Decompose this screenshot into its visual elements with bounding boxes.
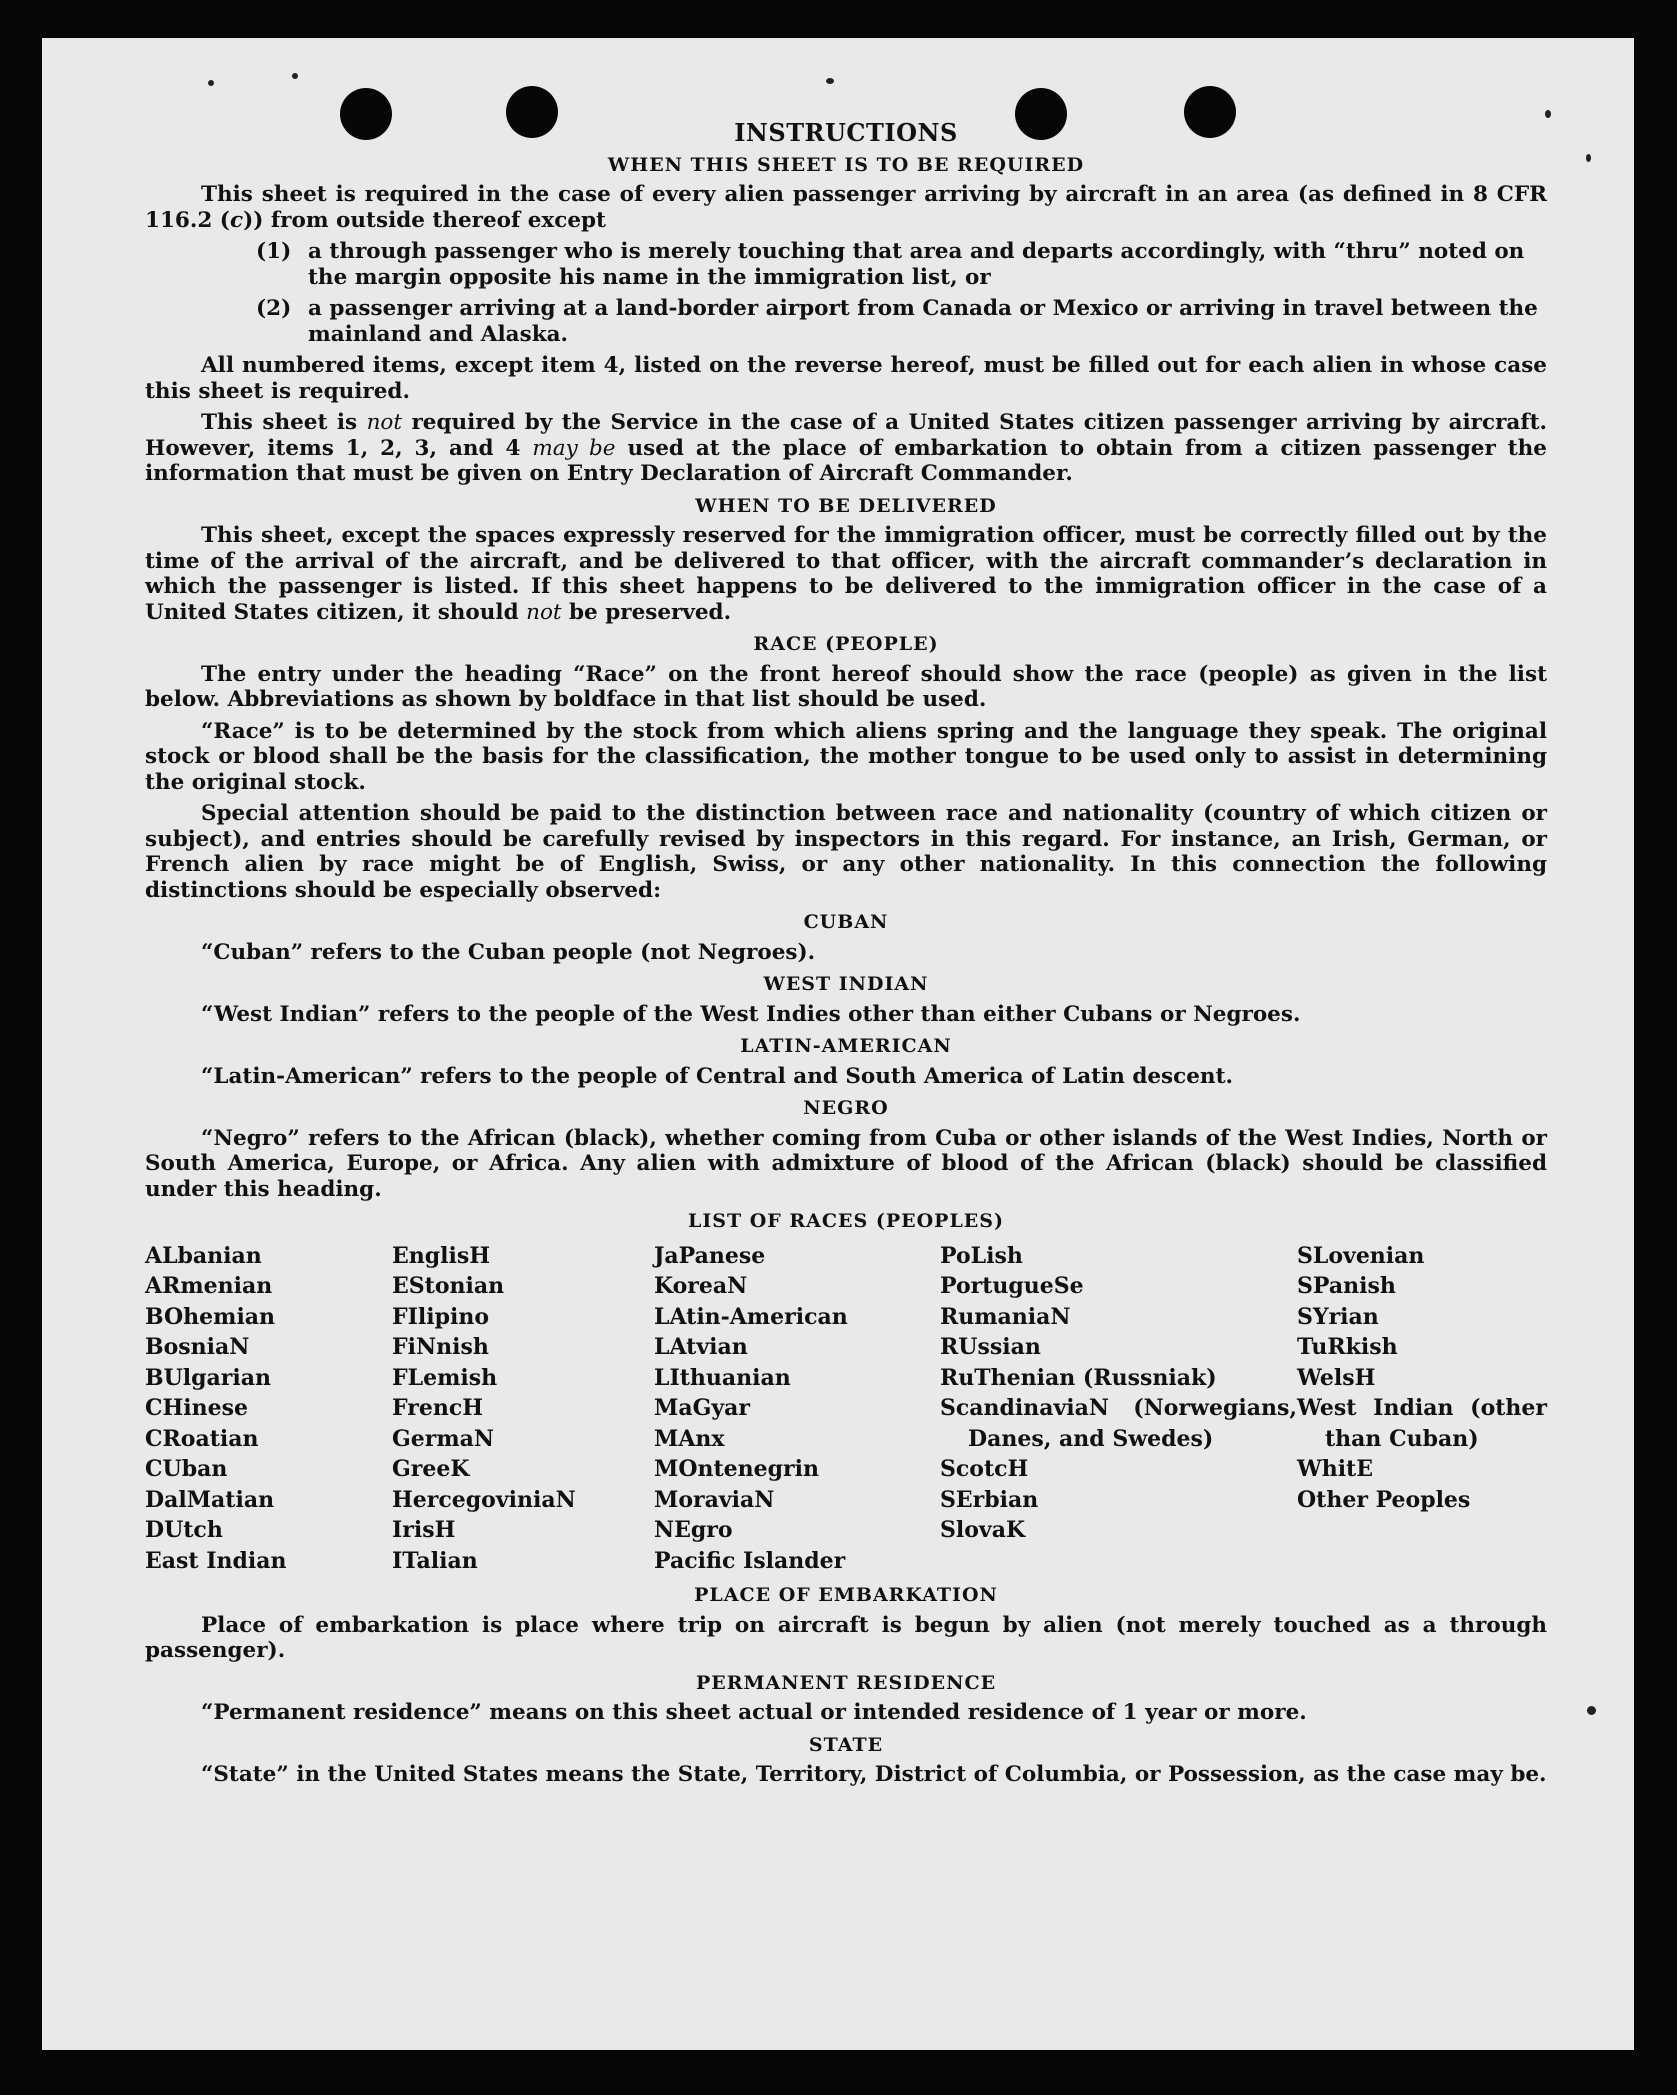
race-entry: SLovenian [1297,1242,1425,1269]
race-entry: LAtin-American [654,1303,848,1330]
race-entry: FiNnish [392,1334,489,1360]
west-indian-definition: “West Indian” refers to the people of the West Indies other than either Cubans or Negroes. [201,1001,1301,1027]
race-entry: SlovaK [940,1517,1026,1543]
race-entry: DUtch [145,1517,223,1543]
race-entry: SErbian [940,1486,1039,1513]
race-entry: IrisH [392,1517,456,1543]
races-column-3 [654,1241,940,1577]
race-entry: PoLish [940,1242,1023,1269]
race-entry: EnglisH [392,1242,491,1269]
race-entry: BUlgarian [145,1364,271,1391]
race-entry: WhitE [1297,1456,1373,1482]
races-column-4 [940,1241,1297,1577]
race-entry: FIlipino [392,1303,490,1330]
section-heading-cuban: CUBAN [803,911,889,933]
section-heading-race: RACE (PEOPLE) [753,633,939,655]
race-entry: HercegoviniaN [392,1486,576,1513]
delivery-paragraph: This sheet, except the spaces expressly reserved for the immigration officer, must be correctly filled out by the time of the arrival of the aircraft, and be delivered to that officer, with the aircraft commander’s declaration in which the passenger is listed. If this sheet happens to be delivered to the immigration officer in the case of a United States citizen, it should not be preserved. [145,523,1547,625]
section-heading-permanent-residence: PERMANENT RESIDENCE [695,1671,997,1694]
section-heading-state: STATE [808,1733,884,1756]
race-entry: RuThenian (Russniak) [940,1364,1217,1391]
races-list [145,1241,1547,1577]
race-entry: West Indian (other than Cuban) [1297,1395,1547,1452]
races-column-1 [145,1241,392,1577]
race-entry: CHinese [145,1395,249,1421]
page-speck [1587,1706,1596,1715]
section-heading-when-delivered: WHEN TO BE DELIVERED [695,494,997,517]
residence-definition: “Permanent residence” means on this sheet actual or intended residence of 1 year or more. [201,1700,1307,1725]
race-entry: MOntenegrin [654,1456,819,1482]
latin-american-definition: “Latin-American” refers to the people of Central and South America of Latin descent. [201,1063,1233,1089]
race-entry: LAtvian [654,1334,748,1360]
race-paragraph-2: “Race” is to be determined by the stock from which aliens spring and the language they speak. The original stock or blood shall be the basis for the classification, the mother tongue to be used only to assist in determining the original stock. [145,718,1547,795]
race-entry: JaPanese [654,1242,766,1269]
race-paragraph-3: Special attention should be paid to the distinction between race and nationality (country of which citizen or subject), and entries should be carefully revised by inspectors in this regard. For instance, an Irish, German, or French alien by race might be of English, Swiss, or any other nationality. In this connection the following distinctions should be especially observed: [145,801,1547,903]
race-entry: BOhemian [145,1303,276,1330]
race-entry: MAnx [654,1425,725,1452]
page-speck [208,80,214,86]
page-speck [826,78,834,84]
race-entry: BosniaN [145,1334,250,1360]
section-heading-west-indian: WEST INDIAN [763,973,929,995]
exception-item: (2) a passenger arriving at a land-border airport from Canada or Mexico or arriving in travel between the mainland and Alaska. [256,296,1538,347]
race-entry: TuRkish [1297,1334,1398,1360]
page-speck [292,73,298,79]
race-entry: LIthuanian [654,1364,791,1391]
races-column-2 [392,1241,654,1577]
race-entry: EStonian [392,1273,505,1299]
numbered-items-note: All numbered items, except item 4, listed on the reverse hereof, must be filled out for each alien in whose case this sheet is required. [145,353,1547,404]
section-heading-latin-american: LATIN-AMERICAN [740,1035,952,1057]
race-entry: ScotcH [940,1456,1029,1482]
race-entry: RUssian [940,1334,1041,1360]
race-entry: SYrian [1297,1303,1379,1330]
race-entry: GermaN [392,1425,495,1452]
race-entry: FLemish [392,1364,498,1391]
race-entry: WelsH [1297,1364,1376,1391]
race-entry: PortugueSe [940,1273,1084,1299]
race-entry: DalMatian [145,1486,275,1513]
page-speck [1586,154,1591,162]
document-page [42,38,1634,2050]
citizen-note: This sheet is not required by the Service in the case of a United States citizen passenger arriving by aircraft. However, items 1, 2, 3, and 4 may be used at the place of embarkation to obtain from a citizen passenger the information that must be given on Entry Declaration of Aircraft Commander. [145,410,1548,486]
race-entry: CRoatian [145,1425,259,1452]
race-entry: Pacific Islander [654,1547,846,1574]
section-heading-negro: NEGRO [803,1097,889,1119]
race-entry: East Indian [145,1547,287,1574]
race-entry: ScandinaviaN (Norwegians, Danes, and Swedes) [940,1395,1297,1452]
race-entry: MoraviaN [654,1486,775,1513]
race-entry: Other Peoples [1297,1486,1471,1513]
race-entry: SPanish [1297,1273,1396,1299]
negro-definition: “Negro” refers to the African (black), whether coming from Cuba or other islands of the West Indies, North or South America, Europe, or Africa. Any alien with admixture of blood of the African (black) should be classified under this heading. [145,1125,1547,1202]
race-entry: KoreaN [654,1273,748,1299]
page-speck [1545,110,1551,118]
section-heading-when-required: WHEN THIS SHEET IS TO BE REQUIRED [607,153,1085,176]
race-entry: FrencH [392,1395,483,1421]
race-entry: ITalian [392,1547,478,1574]
state-definition: “State” in the United States means the State, Territory, District of Columbia, or Possession, as the case may be. [201,1762,1547,1787]
required-intro: This sheet is required in the case of every alien passenger arriving by aircraft in an area (as defined in 8 CFR 116.2 (c)) from outside thereof except [145,182,1547,233]
exception-item: (1) a through passenger who is merely touching that area and departs accordingly, with “thru” noted on the margin opposite his name in the immigration list, or [256,239,1525,290]
race-paragraph-1: The entry under the heading “Race” on the front hereof should show the race (people) as given in the list below. Abbreviations as shown by boldface in that list should be used. [145,661,1547,712]
section-heading-embarkation: PLACE OF EMBARKATION [694,1584,998,1606]
page-title: INSTRUCTIONS [734,118,958,147]
race-entry: NEgro [654,1517,733,1543]
race-entry: ARmenian [145,1273,273,1299]
race-entry: GreeK [392,1456,470,1482]
embarkation-definition: Place of embarkation is place where trip on aircraft is begun by alien (not merely touched as a through passenger). [145,1612,1547,1663]
instructions-content [145,120,1547,1794]
race-entry: CUban [145,1456,228,1482]
section-heading-list-of-races: LIST OF RACES (PEOPLES) [688,1210,1004,1232]
race-entry: ALbanian [145,1242,262,1269]
races-column-5 [1297,1241,1547,1577]
cuban-definition: “Cuban” refers to the Cuban people (not Negroes). [201,939,816,965]
race-entry: RumaniaN [940,1303,1071,1330]
race-entry: MaGyar [654,1395,751,1421]
